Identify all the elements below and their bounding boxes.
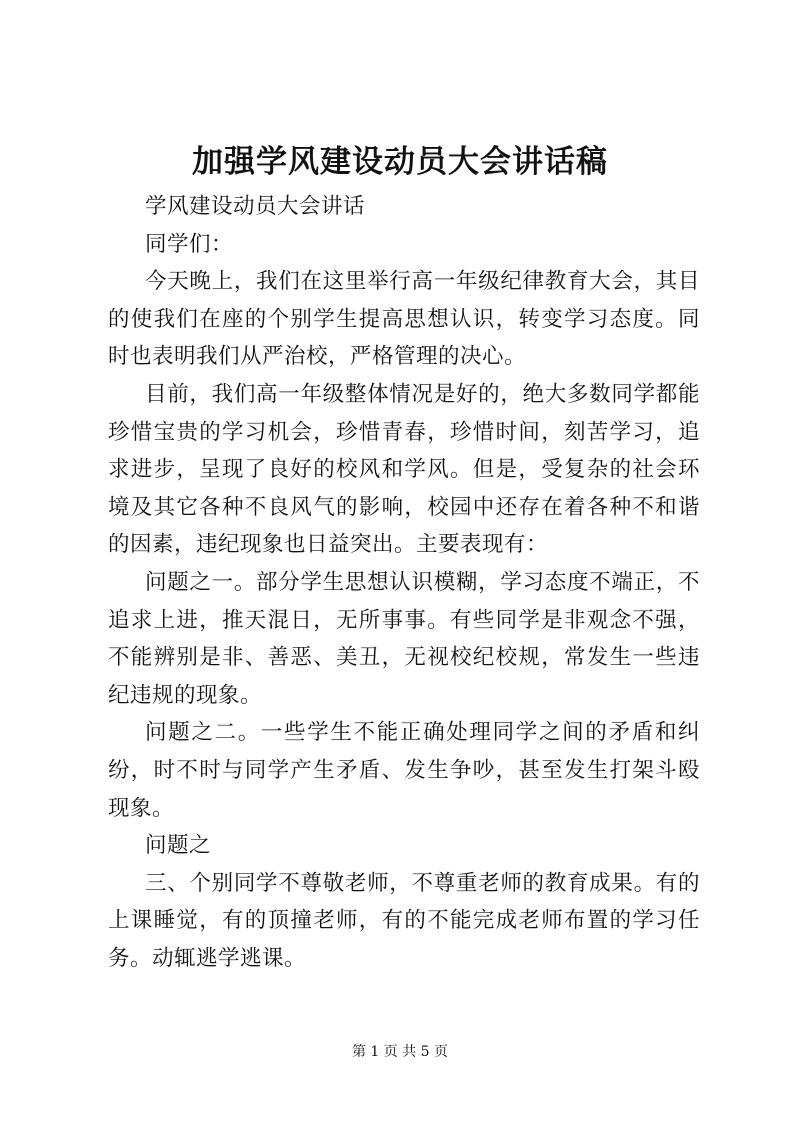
body-paragraph: 三、个别同学不尊敬老师，不尊重老师的教育成果。有的上课睡觉，有的顶撞老师，有的不能完成老师布置的学习任务。动辄逃学逃课。 [108, 870, 700, 971]
salutation-paragraph: 同学们： [145, 231, 234, 257]
document-title: 加强学风建设动员大会讲话稿 [192, 144, 608, 180]
body-paragraph: 问题之 [145, 833, 212, 859]
body-paragraph: 问题之二。一些学生不能正确处理同学之间的矛盾和纠纷，时不时与同学产生矛盾、发生争吵，甚至发生打架斗殴现象。 [108, 720, 700, 821]
body-paragraph: 问题之一。部分学生思想认识模糊，学习态度不端正，不追求上进，推天混日，无所事事。有些同学是非观念不强，不能辨别是非、善恶、美丑，无视校纪校规，常发生一些违纪违规的现象。 [108, 569, 700, 708]
subtitle-paragraph: 学风建设动员大会讲话 [145, 194, 366, 219]
body-paragraph: 今天晚上，我们在这里举行高一年级纪律教育大会，其目的使我们在座的个别学生提高思想认识，转变学习态度。同时也表明我们从严治校，严格管理的决心。 [108, 269, 700, 370]
body-paragraph: 目前，我们高一年级整体情况是好的，绝大多数同学都能珍惜宝贵的学习机会，珍惜青春，珍惜时间，刻苦学习，追求进步，呈现了良好的校风和学风。但是，受复杂的社会环境及其它各种不良风气的影响，校园中还存在着各种不和谐的因素，违纪现象也日益突出。主要表现有： [108, 381, 700, 558]
page-footer: 第 1 页 共 5 页 [351, 1044, 449, 1060]
document-body [108, 188, 700, 977]
